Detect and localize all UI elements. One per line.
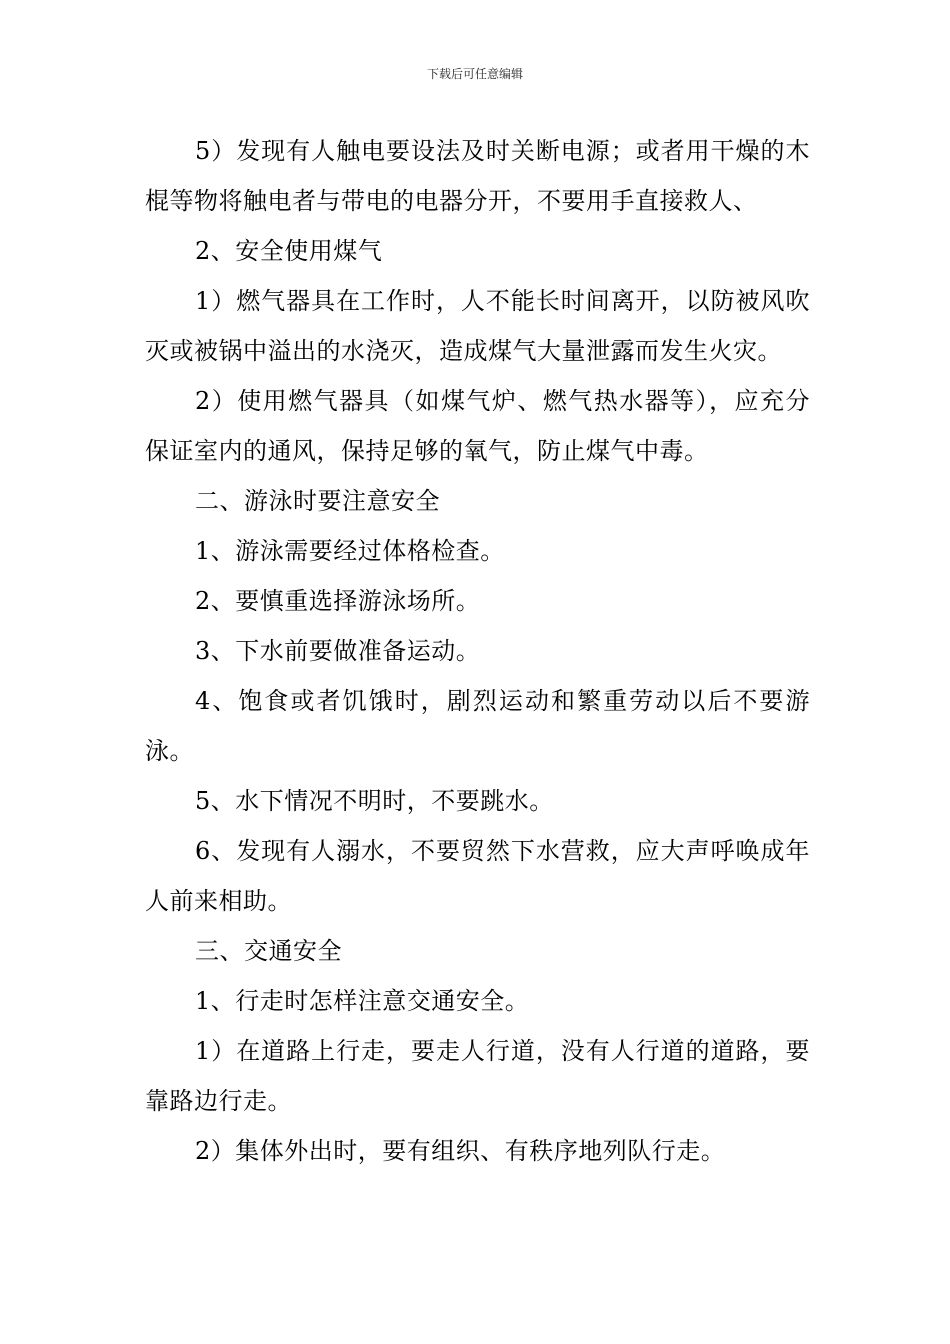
paragraph-swim-2: 2、要慎重选择游泳场所。 (195, 587, 481, 615)
paragraph-traffic-1-2: 2）集体外出时，要有组织、有秩序地列队行走。 (195, 1137, 726, 1165)
section-heading-traffic: 三、交通安全 (195, 937, 342, 965)
paragraph-swim-3: 3、下水前要做准备运动。 (195, 637, 481, 665)
paragraph-swim-4: 4、饱食或者饥饿时，剧烈运动和繁重劳动以后不要游泳。 (145, 687, 810, 765)
document-body (145, 126, 810, 1176)
section-heading-swimming: 二、游泳时要注意安全 (195, 487, 440, 515)
paragraph-electric-shock-5: 5）发现有人触电要设法及时关断电源；或者用干燥的木棍等物将触电者与带电的电器分开，不要用手直接救人、 (145, 137, 810, 215)
paragraph-swim-6: 6、发现有人溺水，不要贸然下水营救，应大声呼唤成年人前来相助。 (145, 837, 810, 915)
paragraph-traffic-1-1: 1）在道路上行走，要走人行道，没有人行道的道路，要靠路边行走。 (145, 1037, 810, 1115)
page-header-note: 下载后可任意编辑 (426, 67, 523, 81)
paragraph-gas-2: 2）使用燃气器具（如煤气炉、燃气热水器等），应充分保证室内的通风，保持足够的氧气，防止煤气中毒。 (145, 387, 810, 465)
paragraph-traffic-1: 1、行走时怎样注意交通安全。 (195, 987, 530, 1015)
paragraph-swim-1: 1、游泳需要经过体格检查。 (195, 537, 505, 565)
section-heading-gas-safety: 2、安全使用煤气 (195, 237, 383, 265)
paragraph-gas-1: 1）燃气器具在工作时，人不能长时间离开，以防被风吹灭或被锅中溢出的水浇灭，造成煤气大量泄露而发生火灾。 (145, 287, 810, 365)
paragraph-swim-5: 5、水下情况不明时，不要跳水。 (195, 787, 554, 815)
